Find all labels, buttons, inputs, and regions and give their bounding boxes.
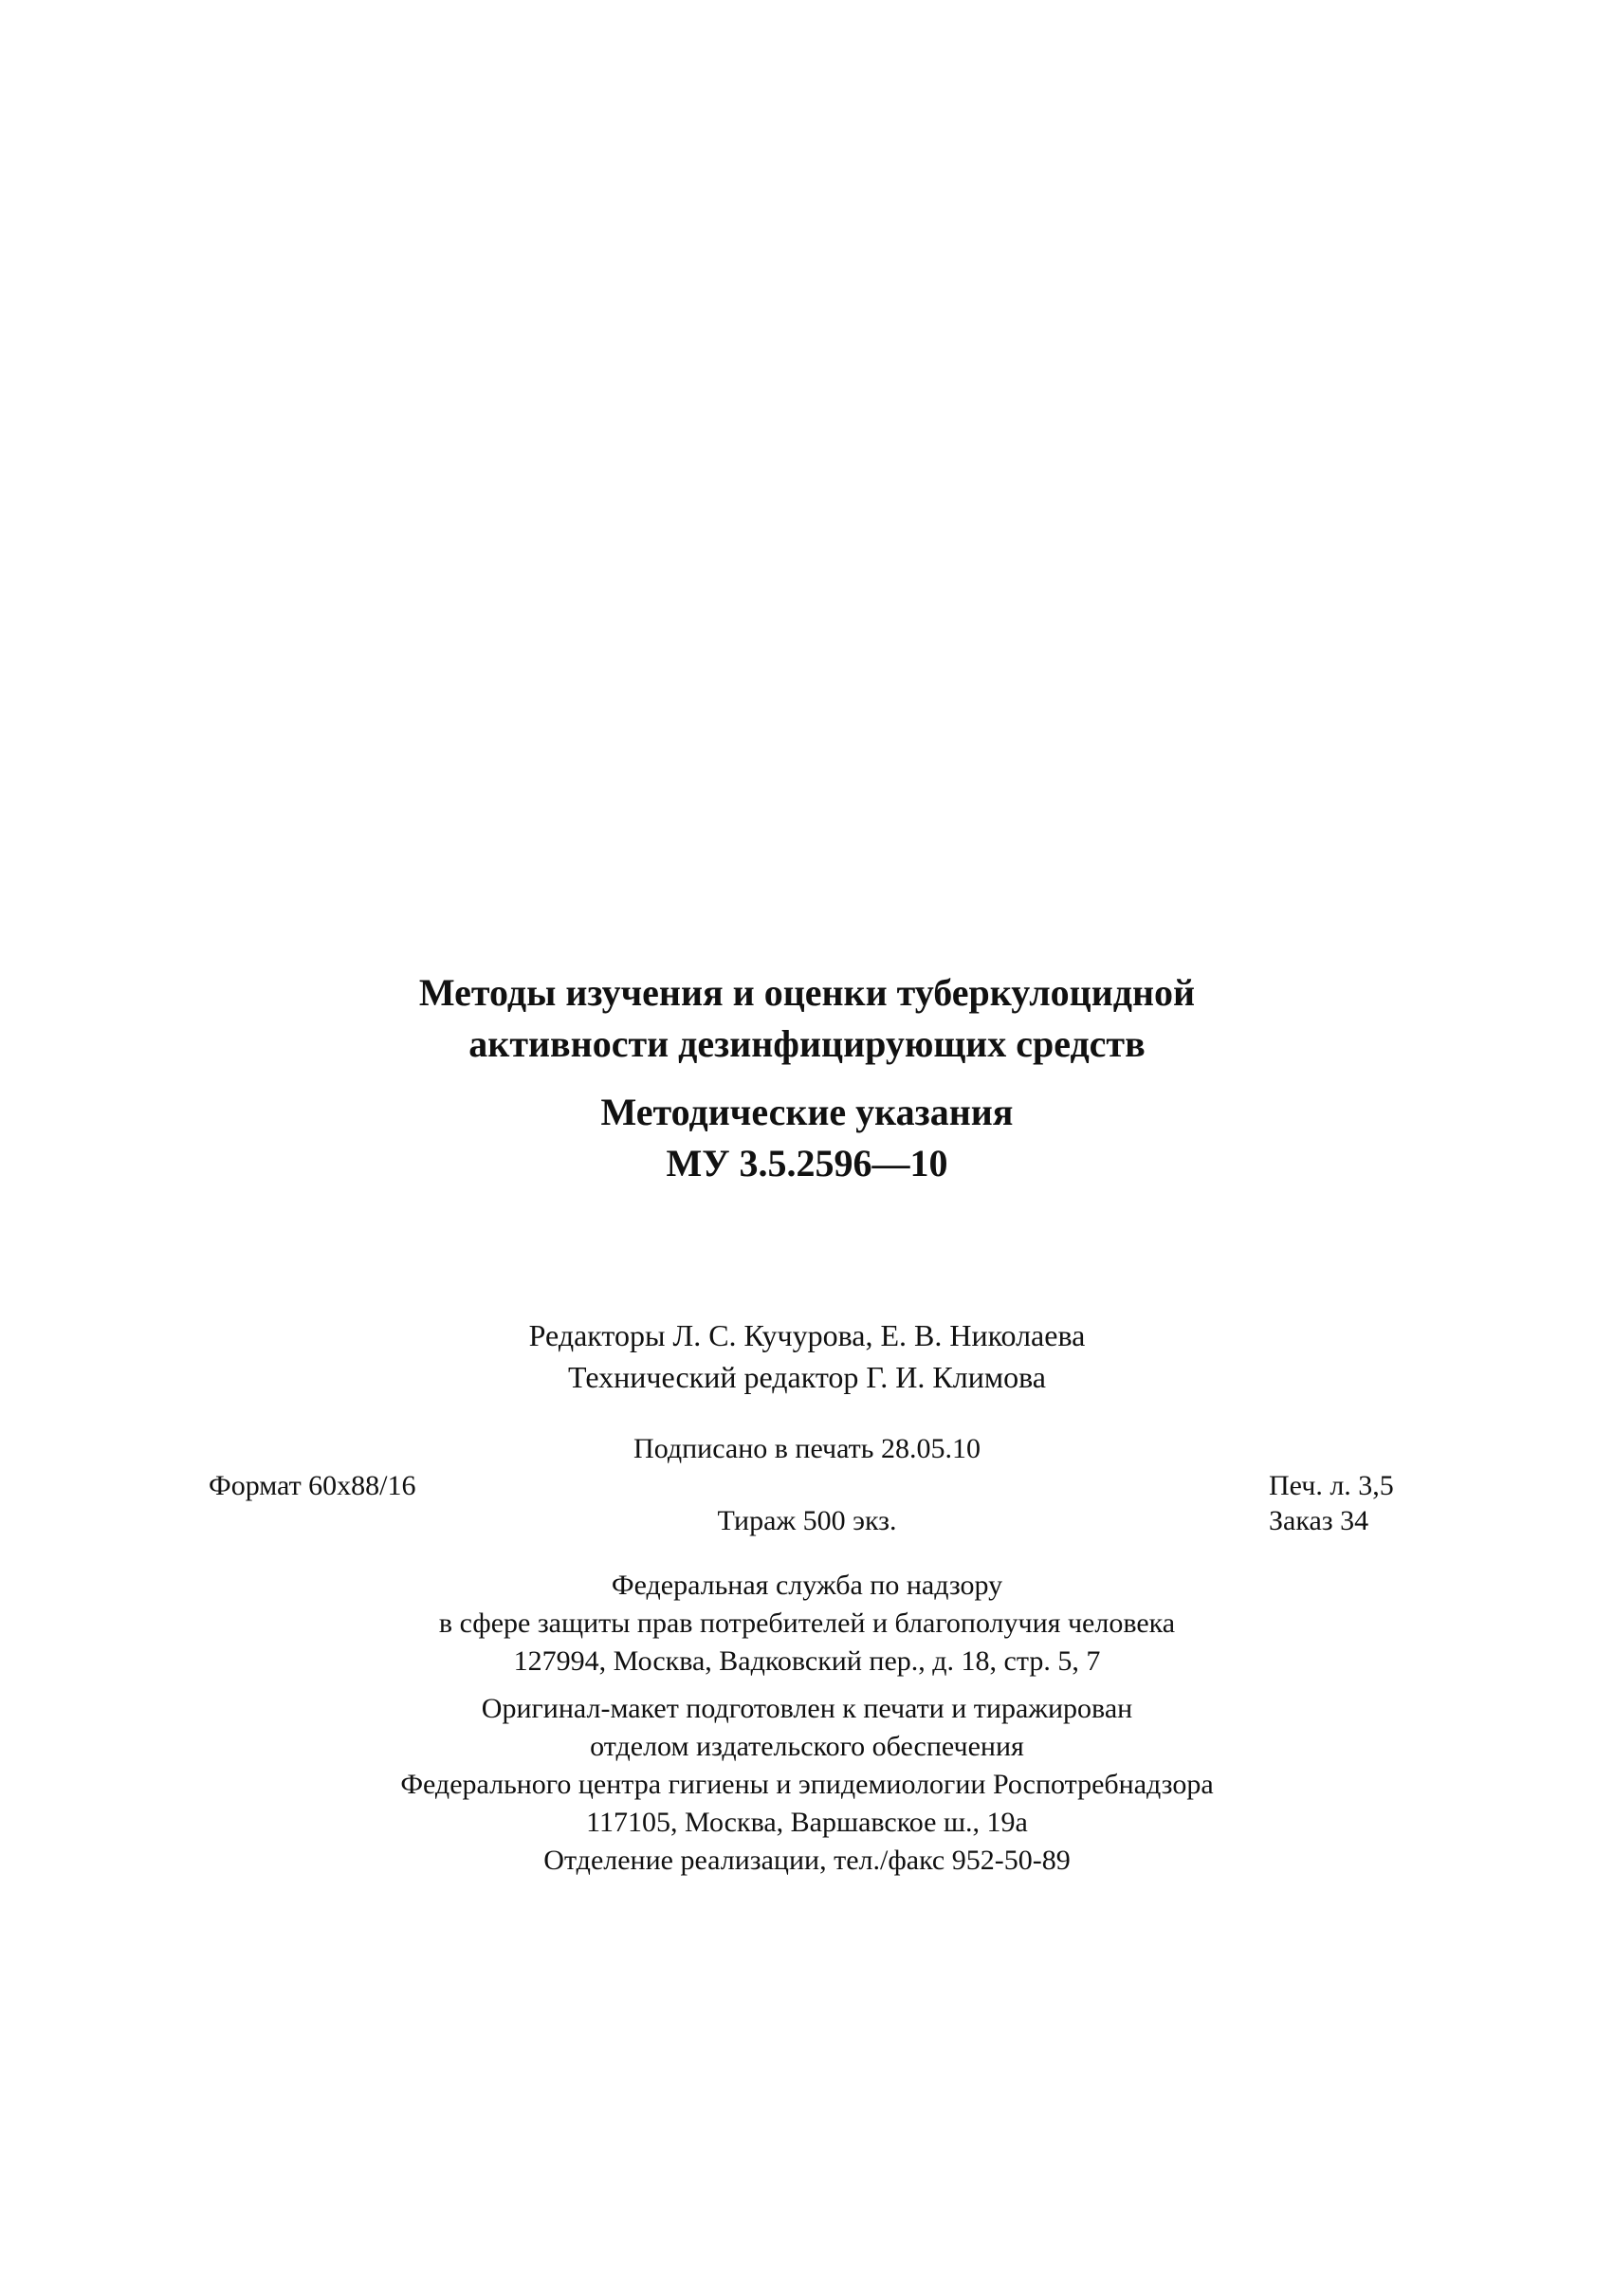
document-subtitle (0, 1087, 1614, 1189)
printer-line-4: 117105, Москва, Варшавское ш., 19а (586, 1807, 1028, 1838)
signed-to-print: Подписано в печать 28.05.10 (633, 1433, 981, 1464)
publisher-block (0, 1567, 1614, 1681)
publisher-line-1: Федеральная служба по надзору (611, 1570, 1003, 1601)
document-title (0, 967, 1614, 1070)
subtitle-line-2: МУ 3.5.2596—10 (666, 1142, 948, 1185)
printer-line-3: Федерального центра гигиены и эпидемиологии Роспотребнадзора (400, 1769, 1214, 1800)
printer-line-5: Отделение реализации, тел./факс 952-50-89 (543, 1845, 1071, 1876)
printer-block (0, 1690, 1614, 1880)
publisher-line-3: 127994, Москва, Вадковский пер., д. 18, стр. 5, 7 (513, 1645, 1101, 1677)
tech-editor-line: Технический редактор Г. И. Климова (568, 1360, 1046, 1394)
title-line-2: активности дезинфицирующих средств (468, 1022, 1146, 1065)
print-run-label: Тираж 500 экз. (717, 1505, 897, 1536)
publisher-line-2: в сфере защиты прав потребителей и благополучия человека (438, 1607, 1176, 1639)
subtitle-line-1: Методические указания (600, 1091, 1014, 1133)
printer-line-2: отделом издательского обеспечения (590, 1731, 1024, 1762)
format-label: Формат 60x88/16 (209, 1470, 416, 1501)
printer-line-1: Оригинал-макет подготовлен к печати и тиражирован (481, 1693, 1133, 1724)
editors-line: Редакторы Л. С. Кучурова, Е. В. Николаева (528, 1318, 1086, 1352)
sheets-label: Печ. л. 3,5 (1269, 1470, 1394, 1501)
order-label: Заказ 34 (1269, 1505, 1369, 1536)
title-line-1: Методы изучения и оценки туберкулоцидной (418, 971, 1196, 1014)
credits-block (0, 1314, 1614, 1398)
